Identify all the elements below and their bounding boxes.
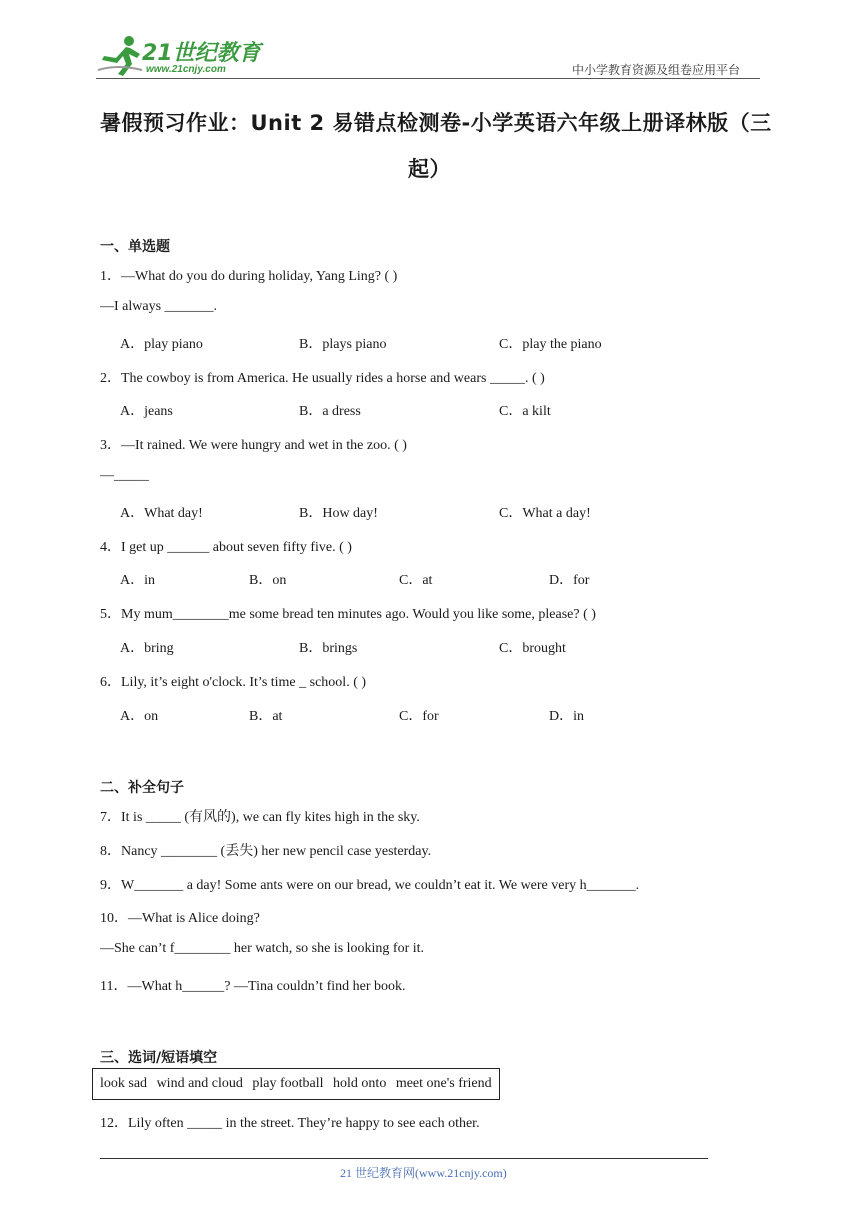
q4-option-b[interactable]: B．on xyxy=(249,573,287,588)
word-option-4: hold onto xyxy=(333,1076,387,1091)
word-option-5: meet one's friend xyxy=(395,1076,492,1091)
q6-option-d[interactable]: D．in xyxy=(549,709,584,724)
platform-name: 中小学教育资源及组卷应用平台 xyxy=(572,63,741,77)
q2-option-a[interactable]: A．jeans xyxy=(120,404,173,419)
question-2: 2．The cowboy is from America. He usually rides a horse and wears _____. ( ) xyxy=(100,371,545,386)
word-option-1: look sad xyxy=(100,1076,148,1091)
word-option-2: wind and cloud xyxy=(156,1076,243,1091)
page-title: 暑假预习作业：Unit 2 易错点检测卷-小学英语六年级上册译林版（三 xyxy=(100,111,772,135)
q5-option-a[interactable]: A．bring xyxy=(120,641,174,656)
logo xyxy=(96,34,266,78)
page-title-line2: 起） xyxy=(408,157,451,181)
question-4: 4．I get up ______ about seven fifty five. ( ) xyxy=(100,540,352,555)
q5-option-c[interactable]: C．brought xyxy=(499,641,566,656)
question-8: 8．Nancy ________ (丢失) her new pencil case yesterday. xyxy=(100,844,432,859)
q1-option-a[interactable]: A．play piano xyxy=(120,337,203,352)
question-11: 11．—What h______? —Tina couldn’t find her book. xyxy=(100,979,406,994)
header-rule xyxy=(96,78,760,79)
q4-option-c[interactable]: C．at xyxy=(399,573,433,588)
question-5: 5．My mum________me some bread ten minutes ago. Would you like some, please? ( ) xyxy=(100,607,596,622)
question-6: 6．Lily, it’s eight o'clock. It’s time _ school. ( ) xyxy=(100,675,367,690)
section-heading-1: 一、单选题 xyxy=(100,239,170,255)
footer-text: 21 世纪教育网(www.21cnjy.com) xyxy=(340,1166,507,1180)
q1-option-b[interactable]: B．plays piano xyxy=(299,337,387,352)
q4-option-a[interactable]: A．in xyxy=(120,573,155,588)
q6-option-c[interactable]: C．for xyxy=(399,709,439,724)
q5-option-b[interactable]: B．brings xyxy=(299,641,358,656)
question-1-answer-line: —I always _______. xyxy=(100,299,218,314)
runner-icon xyxy=(96,34,146,78)
q3-option-c[interactable]: C．What a day! xyxy=(499,506,591,521)
footer-rule xyxy=(100,1158,708,1159)
question-10: 10．—What is Alice doing? xyxy=(100,911,260,926)
section-heading-3: 三、选词/短语填空 xyxy=(100,1050,218,1066)
question-7: 7．It is _____ (有风的), we can fly kites high in the sky. xyxy=(100,810,420,825)
question-12: 12．Lily often _____ in the street. They’re happy to see each other. xyxy=(100,1116,480,1131)
logo-text: 21世纪教育 xyxy=(142,41,261,66)
q1-option-c[interactable]: C．play the piano xyxy=(499,337,602,352)
word-box xyxy=(92,1068,500,1100)
question-1: 1．—What do you do during holiday, Yang Ling? ( ) xyxy=(100,269,398,284)
section-heading-2: 二、补全句子 xyxy=(100,780,184,796)
question-10-answer-line: —She can’t f________ her watch, so she is looking for it. xyxy=(100,941,425,956)
question-9: 9．W_______ a day! Some ants were on our bread, we couldn’t eat it. We were very h_______. xyxy=(100,878,640,893)
q2-option-c[interactable]: C．a kilt xyxy=(499,404,551,419)
q4-option-d[interactable]: D．for xyxy=(549,573,590,588)
word-option-3: play football xyxy=(252,1076,324,1091)
q2-option-b[interactable]: B．a dress xyxy=(299,404,361,419)
q6-option-b[interactable]: B．at xyxy=(249,709,283,724)
q3-option-a[interactable]: A．What day! xyxy=(120,506,203,521)
question-3: 3．—It rained. We were hungry and wet in the zoo. ( ) xyxy=(100,438,407,453)
q6-option-a[interactable]: A．on xyxy=(120,709,159,724)
question-3-answer-line: —_____ xyxy=(100,468,149,483)
q3-option-b[interactable]: B．How day! xyxy=(299,506,378,521)
logo-url: www.21cnjy.com xyxy=(146,64,226,75)
